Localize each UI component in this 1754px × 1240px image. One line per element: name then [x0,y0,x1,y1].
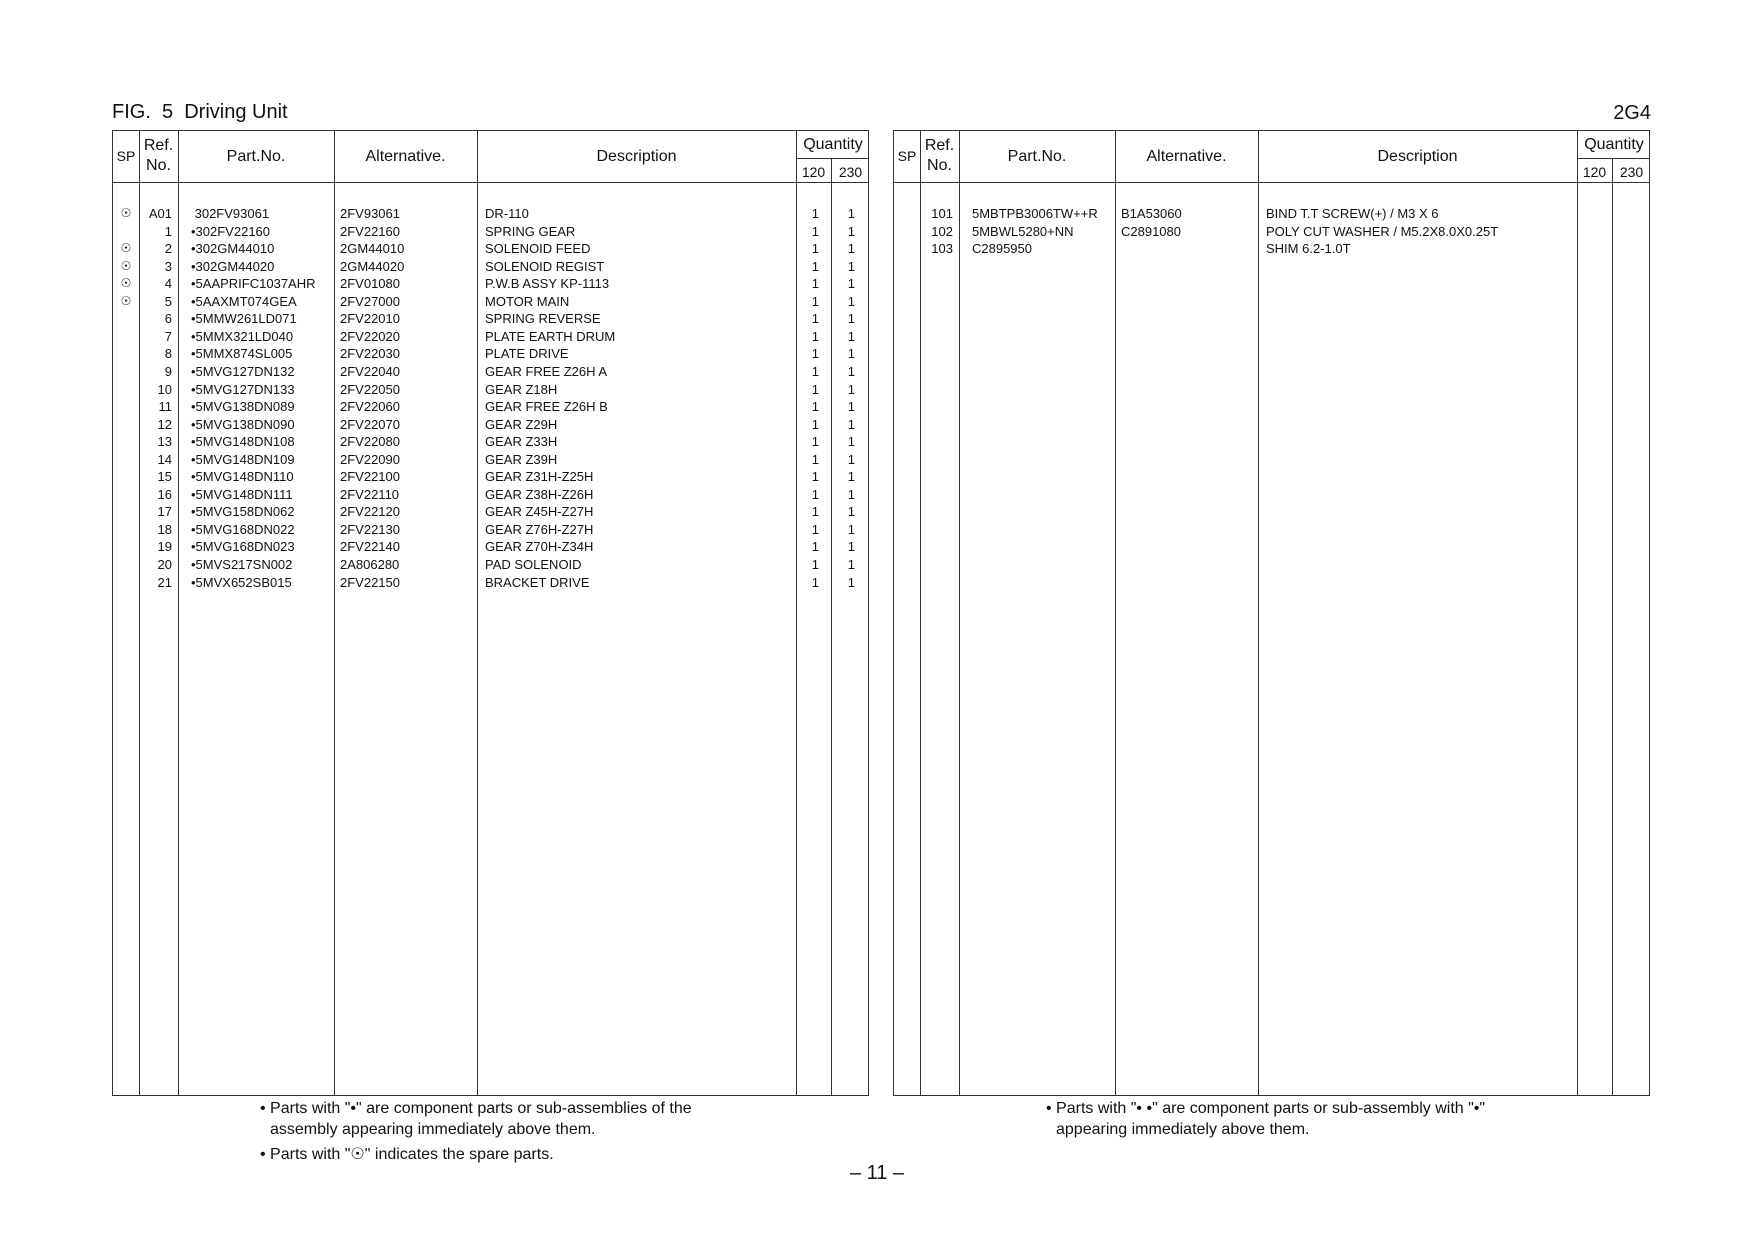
description: GEAR Z31H-Z25H [485,469,594,485]
alternative-number: 2A806280 [340,557,400,572]
description: SHIM 6.2-1.0T [1266,241,1351,257]
figure-title: FIG. 5 Driving Unit [112,101,288,123]
note-sub-assembly-cont: appearing immediately above them. [1056,1121,1310,1138]
col-header-description: Description [1377,148,1458,165]
description: POLY CUT WASHER / M5.2X8.0X0.25T [1266,223,1499,239]
table-row [113,345,868,363]
part-number: •5MVG127DN132 [191,363,295,379]
alternative-number: 2GM44020 [340,258,405,274]
part-number: •302GM44020 [191,258,275,274]
col-header-sp: SP [116,148,136,164]
ref-no: 8 [164,346,172,362]
qty-120: 1 [811,311,819,327]
description: P.W.B ASSY KP-1113 [485,276,610,292]
description: PAD SOLENOID [485,557,582,572]
divider [1258,131,1259,1095]
description: GEAR Z18H [485,381,558,397]
divider [1577,158,1649,159]
description: GEAR Z76H-Z27H [485,521,594,537]
ref-no: 103 [931,241,953,257]
qty-120: 1 [811,451,819,467]
qty-120: 1 [811,241,819,257]
part-number: •5MMW261LD071 [191,311,297,327]
description: BRACKET DRIVE [485,574,590,590]
description: GEAR FREE Z26H B [485,399,608,415]
spare-part-marker: ☉ [120,258,132,273]
spare-part-marker: ☉ [120,276,132,291]
alternative-number: 2FV22030 [340,346,400,362]
col-header-ref-no: No. [146,157,171,174]
description: BIND T.T SCREW(+) / M3 X 6 [1266,206,1439,221]
ref-no: 14 [157,451,172,467]
col-header-ref: Ref. [143,137,174,154]
divider [1115,131,1116,1095]
ref-no: 17 [157,504,172,520]
description: GEAR Z33H [485,434,558,450]
qty-230: 1 [847,504,855,520]
table-row [113,223,868,241]
col-header-qty-230: 230 [1619,164,1644,180]
qty-120: 1 [811,469,819,485]
table-row [113,310,868,328]
page-number: – 11 – [849,1162,905,1184]
divider [1577,131,1578,1095]
document-code: 2G4 [1613,102,1651,124]
alternative-number: 2FV22080 [340,434,400,450]
qty-230: 1 [847,399,855,415]
ref-no: 10 [157,381,172,397]
ref-no: 1 [164,223,172,239]
col-header-description: Description [596,148,677,165]
col-header-alternative: Alternative. [1146,148,1227,165]
col-header-ref-no: No. [927,157,952,174]
qty-120: 1 [811,363,819,379]
col-header-ref: Ref. [924,137,955,154]
qty-230: 1 [847,241,855,257]
ref-no: 12 [157,416,172,432]
alternative-number: 2FV22100 [340,469,400,485]
qty-120: 1 [811,293,819,309]
description: SPRING REVERSE [485,311,601,327]
qty-120: 1 [811,504,819,520]
part-number: •5MVG168DN023 [191,539,295,555]
part-number: •302FV22160 [191,223,271,239]
col-header-quantity: Quantity [1584,136,1644,153]
alternative-number: 2FV22130 [340,521,400,537]
part-number: 5MBWL5280+NN [972,223,1074,239]
alternative-number: C2891080 [1121,223,1181,239]
description: GEAR Z70H-Z34H [485,539,594,555]
alternative-number: 2FV22060 [340,399,400,415]
col-header-qty-230: 230 [838,164,863,180]
qty-120: 1 [811,539,819,555]
col-header-part-no: Part.No. [1007,148,1067,165]
table-row [113,363,868,381]
ref-no: 7 [164,328,172,344]
table-row [113,258,868,276]
alternative-number: 2FV22120 [340,504,400,520]
qty-120: 1 [811,258,819,274]
part-number: •5MMX874SL005 [191,346,293,362]
table-row [113,275,868,293]
header-rule [894,182,1649,183]
col-header-sp: SP [897,148,917,164]
table-row [113,416,868,434]
spare-part-marker: ☉ [120,293,132,308]
description: MOTOR MAIN [485,293,570,309]
ref-no: 19 [157,539,172,555]
ref-no: 11 [158,399,172,415]
qty-120: 1 [811,399,819,415]
divider [796,158,868,159]
part-number: •5MVG148DN111 [191,486,293,502]
qty-120: 1 [811,557,819,572]
part-number: •5AAXMT074GEA [191,293,297,309]
qty-120: 1 [811,328,819,344]
qty-230: 1 [847,521,855,537]
ref-no: 6 [164,311,172,327]
part-number: •5MVG148DN108 [191,434,295,450]
description: SOLENOID REGIST [485,258,605,274]
qty-230: 1 [847,363,855,379]
table-row [113,574,868,592]
ref-no: 13 [157,434,172,450]
table-row [894,205,1649,223]
qty-120: 1 [811,416,819,432]
alternative-number: 2FV22020 [340,328,400,344]
table-row [113,398,868,416]
alternative-number: 2FV27000 [340,293,400,309]
qty-230: 1 [847,451,855,467]
col-header-qty-120: 120 [1582,164,1607,180]
qty-230: 1 [847,469,855,485]
table-row [894,240,1649,258]
part-number: •5MVG138DN089 [191,399,295,415]
ref-no: 18 [157,521,172,537]
qty-230: 1 [847,434,855,450]
table-row [113,293,868,311]
qty-120: 1 [811,276,819,292]
divider [920,131,921,1095]
col-header-quantity: Quantity [803,136,863,153]
qty-230: 1 [847,381,855,397]
qty-120: 1 [811,574,819,590]
alternative-number: 2GM44010 [340,241,405,257]
qty-230: 1 [847,311,855,327]
col-header-qty-120: 120 [801,164,826,180]
description: DR-110 [485,206,529,221]
alternative-number: 2FV22090 [340,451,400,467]
qty-120: 1 [811,521,819,537]
alternative-number: 2FV22160 [340,223,400,239]
qty-120: 1 [811,486,819,502]
qty-230: 1 [847,539,855,555]
part-number: •5MMX321LD040 [191,328,294,344]
alternative-number: 2FV22040 [340,363,400,379]
table-row [113,205,868,223]
note-component-parts-cont: assembly appearing immediately above them. [270,1121,596,1138]
description: PLATE EARTH DRUM [485,328,616,344]
ref-no: 4 [164,276,172,292]
table-row [894,223,1649,241]
qty-230: 1 [847,557,855,572]
spare-part-marker: ☉ [120,241,132,256]
ref-no: A01 [148,206,172,221]
ref-no: 102 [931,223,953,239]
description: PLATE DRIVE [485,346,569,362]
part-number: •302GM44010 [191,241,275,257]
table-row [113,451,868,469]
ref-no: 20 [157,557,172,572]
part-number: •5MVG168DN022 [191,521,295,537]
table-row [113,433,868,451]
description: GEAR Z38H-Z26H [485,486,594,502]
divider [959,131,960,1095]
description: SOLENOID FEED [485,241,591,257]
description: GEAR Z29H [485,416,558,432]
parts-table-right [893,130,1650,1096]
part-number: •5MVS217SN002 [191,557,293,572]
qty-230: 1 [847,486,855,502]
part-number: 302FV93061 [191,206,270,221]
ref-no: 2 [164,241,172,257]
table-row [113,328,868,346]
alternative-number: 2FV22070 [340,416,400,432]
table-row [113,538,868,556]
alternative-number: B1A53060 [1121,206,1182,221]
alternative-number: 2FV22140 [340,539,400,555]
part-number: •5MVG148DN110 [191,469,294,485]
table-row [113,486,868,504]
qty-230: 1 [847,223,855,239]
qty-230: 1 [847,276,855,292]
description: GEAR Z39H [485,451,558,467]
alternative-number: 2FV01080 [340,276,400,292]
parts-table-left [112,130,869,1096]
qty-120: 1 [811,346,819,362]
qty-230: 1 [847,206,855,221]
col-header-part-no: Part.No. [226,148,286,165]
table-row [113,556,868,574]
part-number: •5AAPRIFC1037AHR [191,276,316,292]
divider [1612,158,1613,1095]
ref-no: 15 [157,469,172,485]
part-number: •5MVG138DN090 [191,416,295,432]
spare-part-marker: ☉ [120,206,132,220]
ref-no: 3 [164,258,172,274]
alternative-number: 2FV22150 [340,574,400,590]
qty-120: 1 [811,223,819,239]
ref-no: 9 [164,363,172,379]
header-rule [113,182,868,183]
note-component-parts: • Parts with "•" are component parts or sub-assemblies of the [260,1100,692,1117]
table-row [113,240,868,258]
qty-230: 1 [847,346,855,362]
table-row [113,381,868,399]
description: GEAR Z45H-Z27H [485,504,594,520]
qty-230: 1 [847,328,855,344]
part-number: •5MVX652SB015 [191,574,292,590]
part-number: •5MVG158DN062 [191,504,295,520]
part-number: 5MBTPB3006TW++R [972,206,1098,221]
table-row [113,521,868,539]
ref-no: 16 [157,486,172,502]
col-header-alternative: Alternative. [365,148,446,165]
note-spare-parts: • Parts with "☉" indicates the spare parts. [260,1146,554,1163]
description: SPRING GEAR [485,223,576,239]
qty-230: 1 [847,416,855,432]
ref-no: 5 [164,293,172,309]
description: GEAR FREE Z26H A [485,363,608,379]
alternative-number: 2FV22010 [340,311,400,327]
alternative-number: 2FV93061 [340,206,400,221]
qty-230: 1 [847,293,855,309]
qty-230: 1 [847,258,855,274]
qty-120: 1 [811,381,819,397]
note-sub-assembly: • Parts with "• •" are component parts or sub-assembly with "•" [1046,1100,1486,1117]
part-number: •5MVG148DN109 [191,451,295,467]
table-row [113,468,868,486]
ref-no: 21 [157,574,172,590]
table-row [113,503,868,521]
part-number: •5MVG127DN133 [191,381,295,397]
alternative-number: 2FV22050 [340,381,400,397]
ref-no: 101 [931,206,953,221]
qty-120: 1 [811,206,819,221]
part-number: C2895950 [972,241,1032,257]
qty-120: 1 [811,434,819,450]
alternative-number: 2FV22110 [340,486,400,502]
qty-230: 1 [847,574,855,590]
